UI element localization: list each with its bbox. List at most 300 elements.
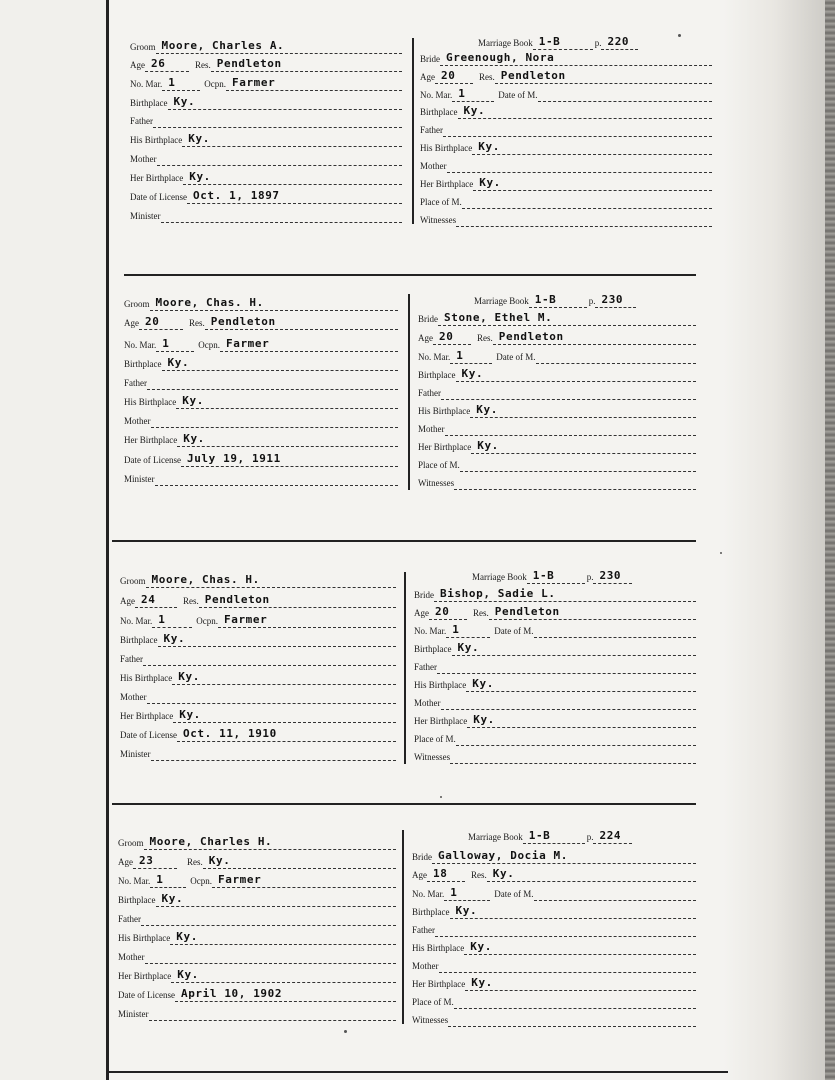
mother-row xyxy=(124,410,398,428)
bride-row xyxy=(418,308,696,326)
father-row xyxy=(118,908,396,926)
groom-birthplace-field xyxy=(162,352,399,371)
groom-father xyxy=(141,924,147,925)
bride-row xyxy=(420,48,712,66)
witnesses xyxy=(450,762,456,763)
bride-mother-field xyxy=(445,417,697,436)
groom-birthplace: Ky. xyxy=(163,632,186,645)
groom-ocpn: Farmer xyxy=(218,873,262,886)
bride-age-field xyxy=(427,863,465,882)
place-of-m-field xyxy=(462,190,712,209)
bride-no-mar-field xyxy=(446,619,490,638)
card-divider xyxy=(408,294,410,490)
bride-her-birthplace-field xyxy=(473,172,712,191)
bride-res: Pendleton xyxy=(500,69,566,82)
page-number: 220 xyxy=(607,35,630,48)
groom-minister-field xyxy=(155,467,399,486)
groom-his-birthplace-field xyxy=(176,390,398,409)
birthplace-row xyxy=(124,353,398,371)
page-number: 230 xyxy=(599,569,622,582)
groom-mother-field xyxy=(147,685,397,704)
groom-father-field xyxy=(143,647,396,666)
his-birthplace-label: His Birthplace xyxy=(420,143,473,153)
groom-her-birthplace: Ky. xyxy=(183,432,205,445)
bride-mother xyxy=(441,708,447,709)
ocpn-label: Ocpn. xyxy=(190,876,212,886)
groom-his-birthplace: Ky. xyxy=(178,670,200,683)
groom-row xyxy=(118,832,396,850)
groom-age-field xyxy=(145,53,189,72)
groom-his-birthplace-field xyxy=(182,128,402,147)
date-of-license-label: Date of License xyxy=(124,455,181,465)
father-row xyxy=(120,648,396,666)
bride-mother-row xyxy=(412,955,696,973)
place-of-m-row xyxy=(412,991,696,1009)
age-label: Age xyxy=(420,72,435,82)
bride-res: Pendleton xyxy=(494,605,560,618)
his-birthplace-label: His Birthplace xyxy=(412,943,465,953)
card-separator xyxy=(112,803,696,805)
page-label: p. xyxy=(586,572,594,582)
groom-age: 23 xyxy=(139,854,154,867)
groom-name-field xyxy=(144,831,397,850)
bride-res: Pendleton xyxy=(498,330,564,343)
groom-age: 24 xyxy=(141,593,156,606)
bride-row xyxy=(414,584,696,602)
groom-res-field xyxy=(211,53,402,72)
marriage-book-label: Marriage Book xyxy=(478,38,533,48)
mother-label: Mother xyxy=(118,952,145,962)
bride-her-birthplace-field xyxy=(467,709,696,728)
no-mar-label: No. Mar. xyxy=(412,889,445,899)
bride-res-field xyxy=(495,65,712,84)
father-row xyxy=(124,372,398,390)
groom-father-field xyxy=(141,907,396,926)
bride-his-birthplace: Ky. xyxy=(478,140,500,153)
page-number: 230 xyxy=(601,293,624,306)
res-label: Res. xyxy=(471,870,487,880)
bride-mother-field xyxy=(447,154,713,173)
card-divider xyxy=(404,572,406,764)
no-mar-label: No. Mar. xyxy=(120,616,153,626)
no-mar-label: No. Mar. xyxy=(130,79,163,89)
groom-mother xyxy=(147,702,153,703)
mother-label: Mother xyxy=(120,692,147,702)
bride-name: Galloway, Docia M. xyxy=(438,849,569,862)
groom-ocpn: Farmer xyxy=(226,337,270,350)
father-label: Father xyxy=(414,662,437,672)
groom-no-mar-field xyxy=(152,609,192,628)
bride-father-field xyxy=(441,381,696,400)
bride-name: Greenough, Nora xyxy=(446,51,555,64)
bride-birthplace: Ky. xyxy=(463,104,486,117)
groom-mother-field xyxy=(157,147,403,166)
date-of-m-label: Date of M. xyxy=(496,352,536,362)
place-of-m-row xyxy=(418,454,696,472)
bride-his-birthplace-field xyxy=(472,136,712,155)
father-label: Father xyxy=(118,914,141,924)
card-separator xyxy=(124,274,696,276)
bride-his-birthplace-row xyxy=(412,937,696,955)
groom-no-mar: 1 xyxy=(158,613,166,626)
birthplace-label: Birthplace xyxy=(414,644,452,654)
place-of-m-label: Place of M. xyxy=(414,734,456,744)
bride-her-birthplace-row xyxy=(412,973,696,991)
groom-no-mar-field xyxy=(156,333,194,352)
her-birthplace-row xyxy=(130,167,402,185)
bride-date-of-m-field xyxy=(534,882,697,901)
bride-father-field xyxy=(435,918,696,937)
mother-label: Mother xyxy=(420,161,447,171)
groom-ocpn-field xyxy=(226,72,402,91)
witnesses-row xyxy=(418,472,696,490)
groom-date-of-license: April 10, 1902 xyxy=(180,987,283,1000)
groom-minister xyxy=(155,484,161,485)
groom-name: Moore, Charles A. xyxy=(161,39,285,52)
groom-res-field xyxy=(203,850,396,869)
groom-his-birthplace-field xyxy=(172,666,396,685)
witnesses-field xyxy=(454,471,696,490)
groom-res: Ky. xyxy=(208,854,231,867)
bride-his-birthplace-field xyxy=(466,673,696,692)
father-label: Father xyxy=(420,125,443,135)
age-res-row xyxy=(124,312,398,330)
scan-speck xyxy=(720,552,722,554)
age-label: Age xyxy=(118,857,133,867)
groom-date-of-license: Oct. 11, 1910 xyxy=(182,727,277,740)
bride-label: Bride xyxy=(414,590,434,600)
groom-her-birthplace-field xyxy=(173,704,396,723)
age-res-row xyxy=(130,54,402,72)
birthplace-label: Birthplace xyxy=(118,895,156,905)
bride-label: Bride xyxy=(420,54,440,64)
witnesses xyxy=(448,1025,454,1026)
her-birthplace-label: Her Birthplace xyxy=(420,179,474,189)
minister-row xyxy=(130,205,402,223)
groom-date-of-license: July 19, 1911 xyxy=(186,452,281,465)
groom-label: Groom xyxy=(124,299,150,309)
res-label: Res. xyxy=(473,608,489,618)
his-birthplace-label: His Birthplace xyxy=(418,406,471,416)
bride-res-field xyxy=(489,601,696,620)
bride-mother-row xyxy=(414,692,696,710)
groom-birthplace-field xyxy=(168,91,403,110)
date-of-m-label: Date of M. xyxy=(494,889,534,899)
bride-birthplace-row xyxy=(412,901,696,919)
no-mar-label: No. Mar. xyxy=(124,340,157,350)
bride-his-birthplace-row xyxy=(414,674,696,692)
scan-speck xyxy=(440,796,442,798)
groom-name: Moore, Charles H. xyxy=(149,835,273,848)
her-birthplace-label: Her Birthplace xyxy=(120,711,174,721)
bride-no-mar: 1 xyxy=(458,87,466,100)
his-birthplace-row xyxy=(118,927,396,945)
her-birthplace-label: Her Birthplace xyxy=(414,716,468,726)
bride-his-birthplace-field xyxy=(464,936,696,955)
age-label: Age xyxy=(414,608,429,618)
groom-name: Moore, Chas. H. xyxy=(155,296,264,309)
bride-mother xyxy=(447,171,453,172)
groom-ocpn: Farmer xyxy=(232,76,276,89)
witnesses-row xyxy=(420,209,712,227)
witnesses-field xyxy=(450,745,696,764)
groom-ocpn-field xyxy=(220,333,398,352)
groom-age: 20 xyxy=(145,315,160,328)
bride-age: 20 xyxy=(441,69,456,82)
witnesses xyxy=(454,488,460,489)
bride-father-row xyxy=(420,119,712,137)
bride-res-field xyxy=(487,863,696,882)
her-birthplace-label: Her Birthplace xyxy=(118,971,172,981)
groom-his-birthplace: Ky. xyxy=(188,132,210,145)
page-field xyxy=(595,289,636,308)
marriage-book-label: Marriage Book xyxy=(468,832,523,842)
bride-no-mar-field xyxy=(450,345,492,364)
birthplace-row xyxy=(118,889,396,907)
bride-age-res-row xyxy=(414,602,696,620)
groom-mother xyxy=(145,962,151,963)
age-res-row xyxy=(118,851,396,869)
marriage-book-label: Marriage Book xyxy=(472,572,527,582)
page-label: p. xyxy=(588,296,596,306)
his-birthplace-row xyxy=(124,391,398,409)
mother-label: Mother xyxy=(414,698,441,708)
groom-birthplace-field xyxy=(156,888,397,907)
groom-res-field xyxy=(205,311,398,330)
film-edge xyxy=(825,0,835,1080)
age-label: Age xyxy=(418,333,433,343)
date-of-license-label: Date of License xyxy=(120,730,177,740)
bride-name-field xyxy=(438,307,696,326)
groom-date-of-license-field xyxy=(177,723,396,742)
groom-birthplace-field xyxy=(158,628,397,647)
bride-name: Bishop, Sadie L. xyxy=(440,587,556,600)
bride-birthplace-field xyxy=(458,100,713,119)
mother-row xyxy=(130,148,402,166)
mother-label: Mother xyxy=(418,424,445,434)
groom-his-birthplace: Ky. xyxy=(182,394,204,407)
groom-his-birthplace-field xyxy=(170,926,396,945)
bride-age-res-row xyxy=(412,864,696,882)
page-border-left xyxy=(106,0,109,1080)
groom-mother xyxy=(157,164,163,165)
her-birthplace-label: Her Birthplace xyxy=(418,442,472,452)
groom-father xyxy=(147,388,153,389)
bride-name: Stone, Ethel M. xyxy=(444,311,553,324)
bride-her-birthplace-row xyxy=(418,436,696,454)
ocpn-label: Ocpn. xyxy=(198,340,220,350)
groom-minister xyxy=(151,759,157,760)
bride-his-birthplace-field xyxy=(470,399,696,418)
minister-label: Minister xyxy=(130,211,161,221)
page-label: p. xyxy=(594,38,602,48)
place-of-m-field xyxy=(456,727,696,746)
page-margin-right xyxy=(723,0,835,1080)
bride-label: Bride xyxy=(418,314,438,324)
res-label: Res. xyxy=(195,60,211,70)
groom-name: Moore, Chas. H. xyxy=(151,573,260,586)
his-birthplace-row xyxy=(130,129,402,147)
witnesses-field xyxy=(456,208,712,227)
page-bottom-rule xyxy=(108,1071,728,1073)
groom-label: Groom xyxy=(118,838,144,848)
groom-minister-field xyxy=(149,1002,397,1021)
book-number: 1-B xyxy=(528,829,551,842)
marriage-book-row xyxy=(468,826,632,844)
groom-res: Pendleton xyxy=(210,315,276,328)
groom-date-of-license-field xyxy=(187,185,402,204)
groom-row xyxy=(124,293,398,311)
groom-ocpn-field xyxy=(218,609,396,628)
her-birthplace-row xyxy=(120,705,396,723)
her-birthplace-row xyxy=(118,965,396,983)
groom-minister xyxy=(161,221,167,222)
date-of-m-label: Date of M. xyxy=(494,626,534,636)
age-label: Age xyxy=(130,60,145,70)
bride-birthplace-row xyxy=(420,101,712,119)
her-birthplace-label: Her Birthplace xyxy=(412,979,466,989)
marriage-book-row xyxy=(474,290,636,308)
birthplace-label: Birthplace xyxy=(412,907,450,917)
groom-label: Groom xyxy=(130,42,156,52)
place-of-m-row xyxy=(420,191,712,209)
witnesses-row xyxy=(412,1009,696,1027)
res-label: Res. xyxy=(187,857,203,867)
groom-label: Groom xyxy=(120,576,146,586)
age-label: Age xyxy=(124,318,139,328)
bride-birthplace: Ky. xyxy=(455,904,478,917)
place-of-m-label: Place of M. xyxy=(412,997,454,1007)
bride-father xyxy=(437,672,443,673)
bride-father xyxy=(435,935,441,936)
groom-ocpn-field xyxy=(212,869,396,888)
groom-father xyxy=(143,664,149,665)
bride-birthplace-field xyxy=(450,900,697,919)
groom-name-field xyxy=(156,35,403,54)
groom-her-birthplace-field xyxy=(183,166,402,185)
scan-speck xyxy=(678,34,681,37)
date-of-license-row xyxy=(124,449,398,467)
minister-row xyxy=(120,743,396,761)
bride-no-mar-field xyxy=(444,882,490,901)
bride-birthplace: Ky. xyxy=(457,641,480,654)
his-birthplace-label: His Birthplace xyxy=(120,673,173,683)
card-divider xyxy=(402,830,404,1024)
groom-age-field xyxy=(135,589,177,608)
groom-minister-field xyxy=(161,204,403,223)
groom-res-field xyxy=(199,589,396,608)
groom-his-birthplace: Ky. xyxy=(176,930,198,943)
bride-birthplace: Ky. xyxy=(461,367,484,380)
bride-date-of-m-field xyxy=(534,619,697,638)
book-field xyxy=(529,289,587,308)
bride-age-field xyxy=(435,65,473,84)
groom-res: Pendleton xyxy=(204,593,270,606)
bride-mother-row xyxy=(418,418,696,436)
nomar-ocpn-row xyxy=(124,334,398,352)
date-of-license-row xyxy=(130,186,402,204)
groom-father xyxy=(153,126,159,127)
book-field xyxy=(523,825,585,844)
groom-birthplace: Ky. xyxy=(173,95,196,108)
page-margin-left xyxy=(0,0,106,1080)
bride-row xyxy=(412,846,696,864)
bride-father-field xyxy=(443,118,712,137)
no-mar-label: No. Mar. xyxy=(418,352,451,362)
groom-name-field xyxy=(150,292,399,311)
his-birthplace-label: His Birthplace xyxy=(118,933,171,943)
groom-her-birthplace: Ky. xyxy=(179,708,201,721)
birthplace-row xyxy=(130,92,402,110)
his-birthplace-label: His Birthplace xyxy=(124,397,177,407)
groom-no-mar: 1 xyxy=(156,873,164,886)
groom-no-mar-field xyxy=(150,869,186,888)
his-birthplace-label: His Birthplace xyxy=(130,135,183,145)
groom-her-birthplace: Ky. xyxy=(189,170,211,183)
bride-mother-field xyxy=(441,691,697,710)
witnesses-label: Witnesses xyxy=(412,1015,449,1025)
groom-father-field xyxy=(153,109,402,128)
bride-birthplace-row xyxy=(418,364,696,382)
mother-label: Mother xyxy=(130,154,157,164)
groom-father-field xyxy=(147,371,398,390)
groom-her-birthplace-field xyxy=(171,964,396,983)
bride-nomar-row xyxy=(418,346,696,364)
bride-nomar-row xyxy=(412,883,696,901)
place-of-m-field xyxy=(460,453,696,472)
bride-father-row xyxy=(414,656,696,674)
date-of-license-row xyxy=(120,724,396,742)
groom-no-mar: 1 xyxy=(168,76,176,89)
age-label: Age xyxy=(412,870,427,880)
groom-row xyxy=(130,36,402,54)
res-label: Res. xyxy=(479,72,495,82)
bride-his-birthplace-row xyxy=(420,137,712,155)
bride-birthplace-field xyxy=(452,637,697,656)
bride-age: 18 xyxy=(433,867,448,880)
book-number: 1-B xyxy=(538,35,561,48)
res-label: Res. xyxy=(189,318,205,328)
his-birthplace-row xyxy=(120,667,396,685)
bride-father-field xyxy=(437,655,696,674)
his-birthplace-label: His Birthplace xyxy=(414,680,467,690)
mother-label: Mother xyxy=(124,416,151,426)
mother-label: Mother xyxy=(412,961,439,971)
her-birthplace-label: Her Birthplace xyxy=(124,435,178,445)
bride-res-field xyxy=(493,326,696,345)
her-birthplace-label: Her Birthplace xyxy=(130,173,184,183)
groom-minister xyxy=(149,1019,155,1020)
groom-date-of-license-field xyxy=(175,983,396,1002)
bride-her-birthplace-field xyxy=(471,435,696,454)
groom-row xyxy=(120,570,396,588)
bride-name-field xyxy=(434,583,696,602)
father-label: Father xyxy=(412,925,435,935)
bride-age-res-row xyxy=(418,327,696,345)
bride-her-birthplace-row xyxy=(414,710,696,728)
minister-label: Minister xyxy=(118,1009,149,1019)
groom-her-birthplace: Ky. xyxy=(177,968,199,981)
father-row xyxy=(130,110,402,128)
witnesses-label: Witnesses xyxy=(418,478,455,488)
bride-age: 20 xyxy=(435,605,450,618)
bride-label: Bride xyxy=(412,852,432,862)
bride-father xyxy=(441,398,447,399)
bride-mother-row xyxy=(420,155,712,173)
birthplace-label: Birthplace xyxy=(418,370,456,380)
no-mar-label: No. Mar. xyxy=(420,90,453,100)
bride-date-of-m-field xyxy=(536,345,697,364)
